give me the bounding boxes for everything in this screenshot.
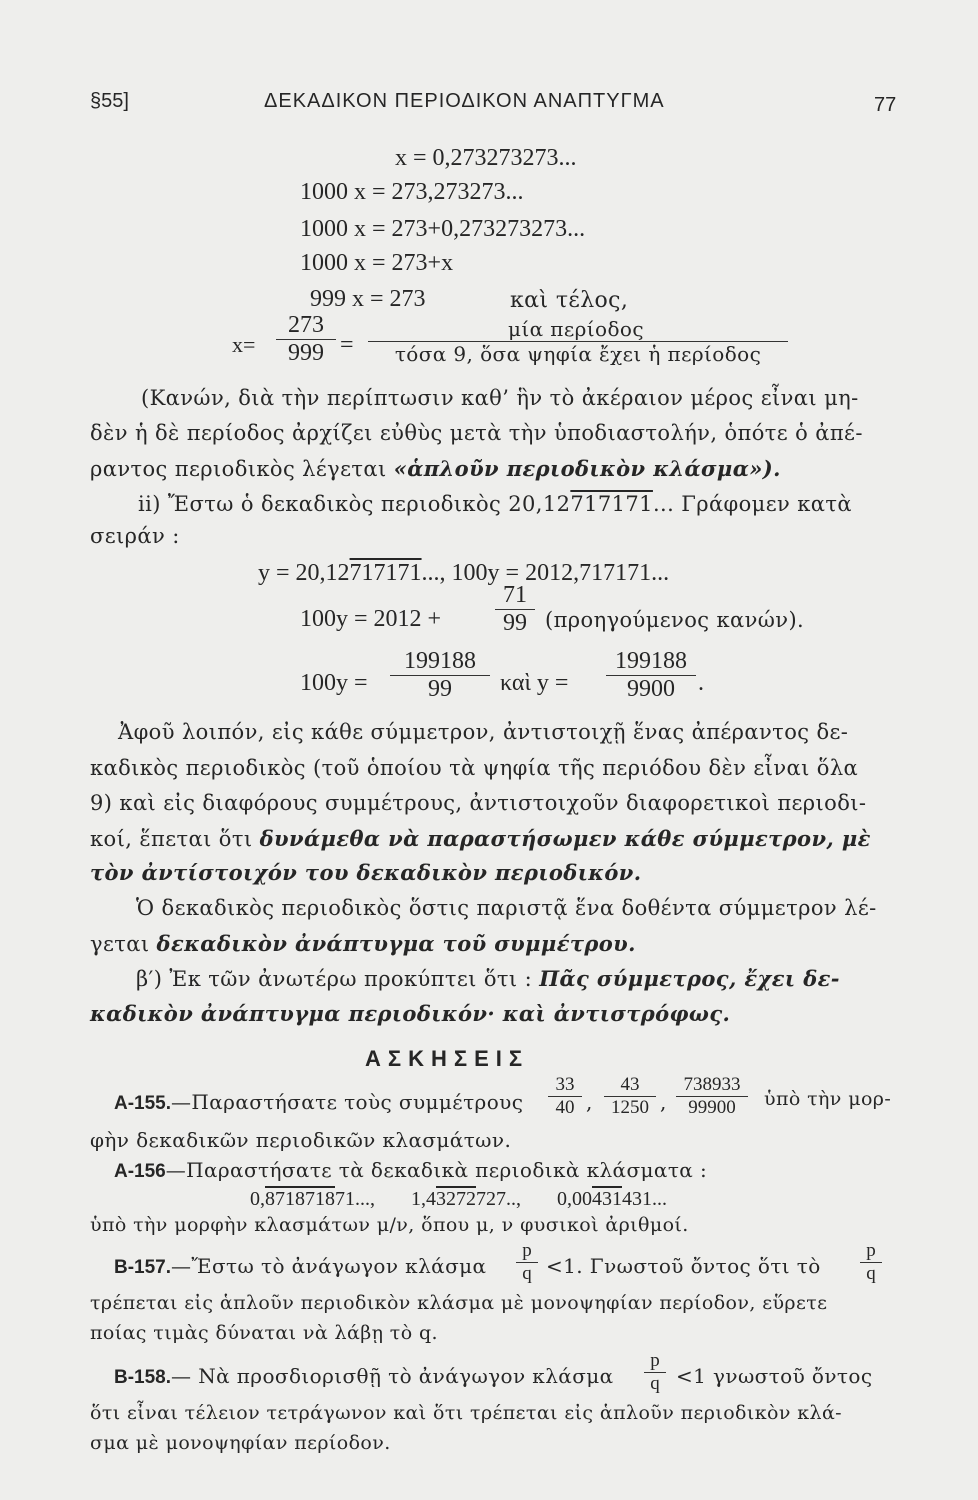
comma-1: ,	[586, 1090, 593, 1114]
comma-2: ,	[660, 1090, 667, 1114]
para1-line5: σειράν :	[90, 524, 180, 548]
exercise-b158-line3: σμα μὲ μονοψηφίαν περίοδον.	[90, 1432, 391, 1454]
equation-6-eq: =	[340, 332, 354, 358]
equation-4: 1000 x = 273+x	[300, 250, 454, 276]
equation-6-lhs: x=	[232, 332, 256, 357]
y-equation-3-mid: καὶ y =	[500, 670, 569, 696]
exercise-b157-mid: <1. Γνωστοῦ ὄντος ὅτι τὸ	[546, 1254, 821, 1278]
y-equation-2: 100y = 2012 +	[300, 606, 442, 632]
y-equation-3-dot: .	[698, 670, 704, 696]
y-equation-3-lhs: 100y =	[300, 670, 368, 696]
para2-line4: κοί, ἕπεται ὅτι δυνάμεθα νὰ παραστήσωμεν κάθε σύμμετρον, μὲ	[90, 826, 871, 851]
para3-line2: γεται δεκαδικὸν ἀνάπτυγμα τοῦ συμμέτρου.	[90, 931, 636, 956]
y-equation-2-note: (προηγούμενος κανών).	[545, 608, 805, 632]
exercise-b158-line2: ὅτι εἶναι τέλειον τετράγωνον καὶ ὅτι τρέπεται εἰς ἁπλοῦν περιοδικὸν κλά-	[90, 1402, 842, 1424]
equation-5-note: καὶ τέλος,	[510, 288, 629, 313]
exercise-b158-tail: <1 γνωστοῦ ὄντος	[676, 1364, 873, 1388]
para1-line3: ραντος περιοδικὸς λέγεται «ἁπλοῦν περιοδικὸν κλάσμα»).	[90, 456, 781, 481]
exercise-a155-line1: Α-155.—Παραστήσατε τοὺς συμμέτρους	[114, 1090, 524, 1114]
para4-line1: β′) Ἐκ τῶν ἀνωτέρω προκύπτει ὅτι : Πᾶς σύμμετρος, ἔχει δε-	[136, 966, 840, 991]
fraction-199188-9900: $\frac{199188}{9900}$	[606, 648, 696, 703]
para1-line4: ii) Ἔστω ὁ δεκαδικὸς περιοδικὸς 20,12717171... Γράφομεν κατὰ	[138, 492, 852, 516]
exercise-b157-line2: τρέπεται εἰς ἁπλοῦν περιοδικὸν κλάσμα μὲ μονοψηφίαν περίοδον, εὕρετε	[90, 1292, 828, 1314]
fraction-33-40: $\frac{33}{40}$	[548, 1074, 582, 1119]
para4-line2: καδικὸν ἀνάπτυγμα περιοδικόν· καὶ ἀντιστρόφως.	[90, 1001, 731, 1026]
exercises-heading: ΑΣΚΗΣΕΙΣ	[365, 1046, 530, 1071]
para2-line1: Ἀφοῦ λοιπόν, εἰς κάθε σύμμετρον, ἀντιστοιχῇ ἕνας ἀπέραντος δε-	[118, 720, 849, 744]
fraction-273-999: $\frac{273}{999}$	[276, 312, 336, 367]
fraction-p-q-1: $\frac{p}{q}$	[516, 1240, 538, 1285]
equation-5: 999 x = 273	[310, 286, 426, 312]
fraction-199188-99: $\frac{199188}{99}$	[390, 648, 490, 703]
equation-2: 1000 x = 273,273273...	[300, 179, 524, 205]
exercise-b157-line3: ποίας τιμὰς δύναται νὰ λάβῃ τὸ q.	[90, 1322, 439, 1344]
para2-line5: τὸν ἀντίστοιχόν του δεκαδικὸν περιοδικόν.	[90, 860, 642, 885]
equation-1: x = 0,273273273...	[395, 145, 577, 171]
exercise-a155-tail: ὑπὸ τὴν μορ-	[764, 1088, 892, 1110]
fraction-71-99: $\frac{71}{99}$	[495, 582, 535, 637]
section-ref: §55]	[90, 90, 129, 112]
fraction-p-q-3: $\frac{p}{q}$	[644, 1350, 666, 1395]
fraction-738933-99900: $\frac{738933}{99900}$	[676, 1074, 748, 1119]
equation-3: 1000 x = 273+0,273273273...	[300, 216, 586, 242]
para2-line2: καδικὸς περιοδικὸς (τοῦ ὁποίου τὰ ψηφία τῆς περιόδου δὲν εἶναι ὅλα	[90, 756, 859, 780]
exercise-a156-line3: ὑπὸ τὴν μορφὴν κλασμάτων μ/ν, ὅπου μ, ν φυσικοὶ ἀριθμοί.	[90, 1214, 689, 1236]
exercise-a156-values: 0,871871871..., 1,43272727.., 0,00431431...	[250, 1188, 667, 1210]
fraction-43-1250: $\frac{43}{1250}$	[604, 1074, 656, 1119]
y-equation-1: y = 20,12717171..., 100y = 2012,717171...	[258, 560, 670, 586]
exercise-b158-line1: Β-158.— Νὰ προσδιορισθῇ τὸ ἀνάγωγον κλάσμα	[114, 1364, 614, 1388]
para3-line1: Ὁ δεκαδικὸς περιοδικὸς ὅστις παριστᾷ ἕνα δοθέντα σύμμετρον λέ-	[136, 896, 877, 920]
exercise-a155-line2: φὴν δεκαδικῶν περιοδικῶν κλασμάτων.	[90, 1128, 512, 1152]
exercise-b157-line1: Β-157.—Ἔστω τὸ ἀνάγωγον κλάσμα	[114, 1254, 487, 1278]
page-number: 77	[874, 94, 897, 116]
exercise-a156-line1: Α-156—Παραστήσατε τὰ δεκαδικὰ περιοδικὰ κλάσματα :	[114, 1158, 708, 1182]
rule-fraction: μία περίοδος τόσα 9, ὅσα ψηφία ἔχει ἡ περίοδος	[368, 317, 788, 366]
fraction-p-q-2: $\frac{p}{q}$	[860, 1240, 882, 1285]
running-title: ΔΕΚΑΔΙΚΟΝ ΠΕΡΙΟΔΙΚΟΝ ΑΝΑΠΤΥΓΜΑ	[264, 90, 665, 112]
para1-line2: δὲν ἡ δὲ περίοδος ἀρχίζει εὐθὺς μετὰ τὴν ὑποδιαστολήν, ὁπότε ὁ ἀπέ-	[90, 421, 863, 445]
para1-line1: (Κανών, διὰ τὴν περίπτωσιν καθ’ ἣν τὸ ἀκέραιον μέρος εἶναι μη-	[141, 386, 859, 410]
para2-line3: 9) καὶ εἰς διαφόρους συμμέτρους, ἀντιστοιχοῦν διαφορετικοὶ περιοδι-	[90, 791, 867, 815]
